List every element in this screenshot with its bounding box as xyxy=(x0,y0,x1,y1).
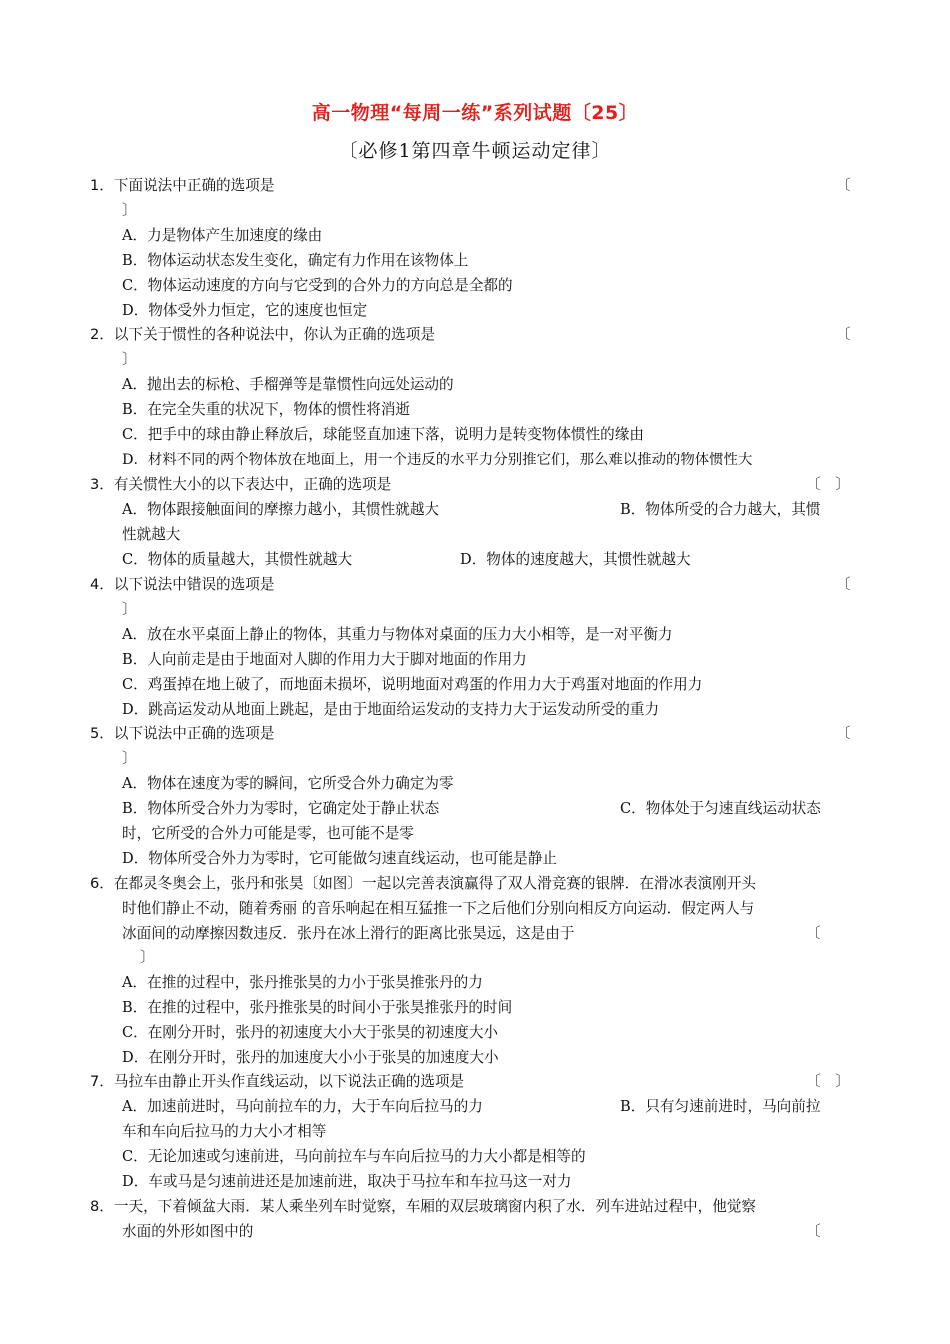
option-d: D．车或马是匀速前进还是加速前进，取决于马拉车和车拉马这一对力 xyxy=(122,1173,572,1190)
question-stem-line-2: 水面的外形如图中的 xyxy=(122,1223,254,1240)
option-b: B．物体运动状态发生变化，确定有力作用在该物体上 xyxy=(122,252,469,269)
page-title: 高一物理“每周一练”系列试题〔25〕 xyxy=(311,102,639,124)
question-stem: 4．以下说法中错误的选项是 xyxy=(90,576,275,593)
page-subtitle: 〔必修1第四章牛顿运动定律〕 xyxy=(338,140,612,162)
answer-bracket-open: 〔 xyxy=(836,177,851,194)
question-stem: 3．有关惯性大小的以下表达中，正确的选项是 xyxy=(90,476,392,493)
answer-bracket-close: 〕 xyxy=(122,202,137,219)
question-stem-line-2: 时他们静止不动，随着秀丽 的音乐响起在相互猛推一下之后他们分别向相反方向运动．假定两人与 xyxy=(122,900,755,917)
option-b: B．在推的过程中，张丹推张昊的时间小于张昊推张丹的时间 xyxy=(122,999,513,1016)
option-c: C．在刚分开时，张丹的初速度大小大于张昊的初速度大小 xyxy=(122,1024,499,1041)
answer-bracket-open: 〔 xyxy=(806,1223,821,1240)
question-stem-line-3: 冰面间的动摩擦因数违反．张丹在冰上滑行的距离比张昊远，这是由于 xyxy=(122,925,575,942)
option-b-continued: 性就越大 xyxy=(122,526,181,543)
option-a: A．在推的过程中，张丹推张昊的力小于张昊推张丹的力 xyxy=(122,974,483,991)
question-stem-line-1: 8．一天，下着倾盆大雨．某人乘坐列车时觉察，车厢的双层玻璃窗内积了水．列车进站过程中，他觉察 xyxy=(90,1198,757,1215)
option-c: C．物体处于匀速直线运动状态 xyxy=(620,800,821,817)
option-b: B．人向前走是由于地面对人脚的作用力大于脚对地面的作用力 xyxy=(122,651,527,668)
question-stem: 2．以下关于惯性的各种说法中，你认为正确的选项是 xyxy=(90,326,435,343)
option-a: A．放在水平桌面上静止的物体，其重力与物体对桌面的压力大小相等，是一对平衡力 xyxy=(122,626,673,643)
answer-bracket: 〔 〕 xyxy=(806,476,850,493)
option-b: B．物体所受的合力越大，其惯 xyxy=(620,501,821,518)
option-a: A．力是物体产生加速度的缘由 xyxy=(122,227,323,244)
answer-bracket-open: 〔 xyxy=(806,925,821,942)
option-b: B．在完全失重的状况下，物体的惯性将消逝 xyxy=(122,401,411,418)
question-stem: 7．马拉车由静止开头作直线运动，以下说法正确的选项是 xyxy=(90,1073,465,1090)
option-a: A．物体在速度为零的瞬间，它所受合外力确定为零 xyxy=(122,775,454,792)
question-stem: 1．下面说法中正确的选项是 xyxy=(90,177,275,194)
answer-bracket-open: 〔 xyxy=(836,576,851,593)
option-d: D．材料不同的两个物体放在地面上，用一个违反的水平力分别推它们，那么难以推动的物体惯性大 xyxy=(122,452,753,468)
option-b: B．只有匀速前进时，马向前拉 xyxy=(620,1098,821,1115)
option-a: A．抛出去的标枪、手榴弹等是靠惯性向远处运动的 xyxy=(122,376,454,393)
option-d: D．物体的速度越大，其惯性就越大 xyxy=(460,551,691,568)
option-d: D．物体所受合外力为零时，它可能做匀速直线运动，也可能是静止 xyxy=(122,850,557,867)
option-c: C．鸡蛋掉在地上破了，而地面未损坏，说明地面对鸡蛋的作用力大于鸡蛋对地面的作用力 xyxy=(122,676,703,693)
option-a: A．物体跟接触面间的摩擦力越小，其惯性就越大 xyxy=(122,501,440,518)
option-c-continued: 时，它所受的合外力可能是零，也可能不是零 xyxy=(122,825,414,842)
option-c: C．物体的质量越大，其惯性就越大 xyxy=(122,551,353,568)
answer-bracket-close: 〕 xyxy=(122,601,137,618)
answer-bracket-open: 〔 xyxy=(836,326,851,343)
option-a: A．加速前进时，马向前拉车的力，大于车向后拉马的力 xyxy=(122,1098,483,1115)
question-stem-line-1: 6．在都灵冬奥会上，张丹和张昊〔如图〕一起以完善表演赢得了双人滑竞赛的银牌．在滑冰表演刚开头 xyxy=(90,875,757,892)
option-d: D．在刚分开时，张丹的加速度大小小于张昊的加速度大小 xyxy=(122,1049,499,1066)
option-c: C．把手中的球由静止释放后，球能竖直加速下落，说明力是转变物体惯性的缘由 xyxy=(122,426,644,443)
answer-bracket-close: 〕 xyxy=(122,351,137,368)
answer-bracket-open: 〔 xyxy=(836,725,851,742)
question-stem: 5．以下说法中正确的选项是 xyxy=(90,725,275,742)
answer-bracket-close: 〕 xyxy=(140,949,155,966)
option-b: B．物体所受合外力为零时，它确定处于静止状态 xyxy=(122,800,440,817)
option-d: D．物体受外力恒定，它的速度也恒定 xyxy=(122,302,368,319)
option-d: D．跳高运发动从地面上跳起，是由于地面给运发动的支持力大于运发动所受的重力 xyxy=(122,701,660,718)
option-b-continued: 车和车向后拉马的力大小才相等 xyxy=(122,1123,327,1140)
option-c: C．物体运动速度的方向与它受到的合外力的方向总是全都的 xyxy=(122,277,513,294)
answer-bracket: 〔 〕 xyxy=(806,1073,850,1090)
answer-bracket-close: 〕 xyxy=(122,750,137,767)
option-c: C．无论加速或匀速前进，马向前拉车与车向后拉马的力大小都是相等的 xyxy=(122,1148,586,1165)
